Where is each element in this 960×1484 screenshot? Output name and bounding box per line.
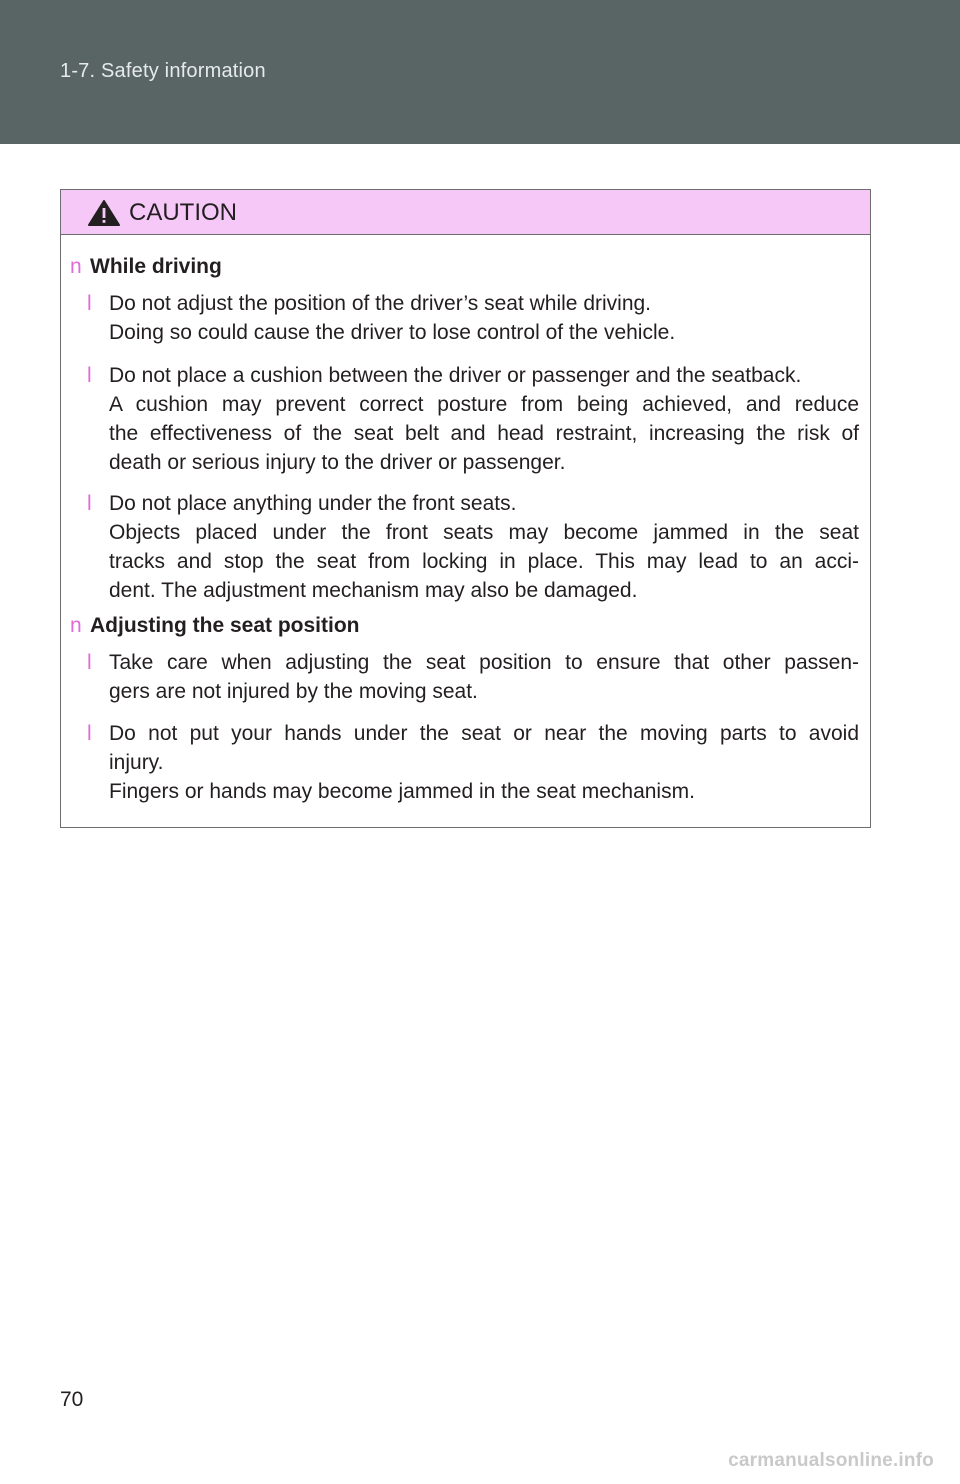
section-heading <box>70 252 222 281</box>
item-line: dent. The adjustment mechanism may also be damaged. <box>109 579 638 602</box>
item-line: Objects placed under the front seats may become jammed in the seat <box>109 521 859 544</box>
item-bullet: l <box>87 651 92 674</box>
item-line: injury. <box>109 751 164 774</box>
page-header <box>0 0 960 144</box>
breadcrumb: 1-7. Safety information <box>60 60 266 82</box>
item-line: Do not put your hands under the seat or near the moving parts to avoid <box>109 722 859 745</box>
caution-header <box>61 190 870 235</box>
section-bullet: n <box>70 614 82 637</box>
item-line: gers are not injured by the moving seat. <box>109 680 478 703</box>
item-line: tracks and stop the seat from locking in place. This may lead to an acci- <box>109 550 859 573</box>
section-heading-text: While driving <box>90 255 222 278</box>
item-line: A cushion may prevent correct posture from being achieved, and reduce <box>109 393 859 416</box>
item-bullet: l <box>87 722 92 745</box>
item-line: Doing so could cause the driver to lose control of the vehicle. <box>109 321 676 344</box>
caution-box <box>60 189 871 828</box>
section-heading-text: Adjusting the seat position <box>90 614 360 637</box>
warning-triangle-icon <box>87 199 121 227</box>
section-heading <box>70 611 360 640</box>
item-line: Do not place anything under the front seats. <box>109 492 517 515</box>
item-line: Do not place a cushion between the driver or passenger and the seatback. <box>109 364 802 387</box>
page-number: 70 <box>60 1388 84 1411</box>
item-line: Take care when adjusting the seat position to ensure that other passen- <box>109 651 859 674</box>
section-bullet: n <box>70 255 82 278</box>
item-bullet: l <box>87 492 92 515</box>
item-line: the effectiveness of the seat belt and head restraint, increasing the risk of <box>109 422 859 445</box>
caution-title: CAUTION <box>129 199 237 226</box>
watermark: carmanualsonline.info <box>728 1450 934 1471</box>
item-line: Fingers or hands may become jammed in the seat mechanism. <box>109 780 695 803</box>
item-bullet: l <box>87 364 92 387</box>
item-bullet: l <box>87 292 92 315</box>
item-line: death or serious injury to the driver or passenger. <box>109 451 566 474</box>
item-line: Do not adjust the position of the driver’s seat while driving. <box>109 292 652 315</box>
